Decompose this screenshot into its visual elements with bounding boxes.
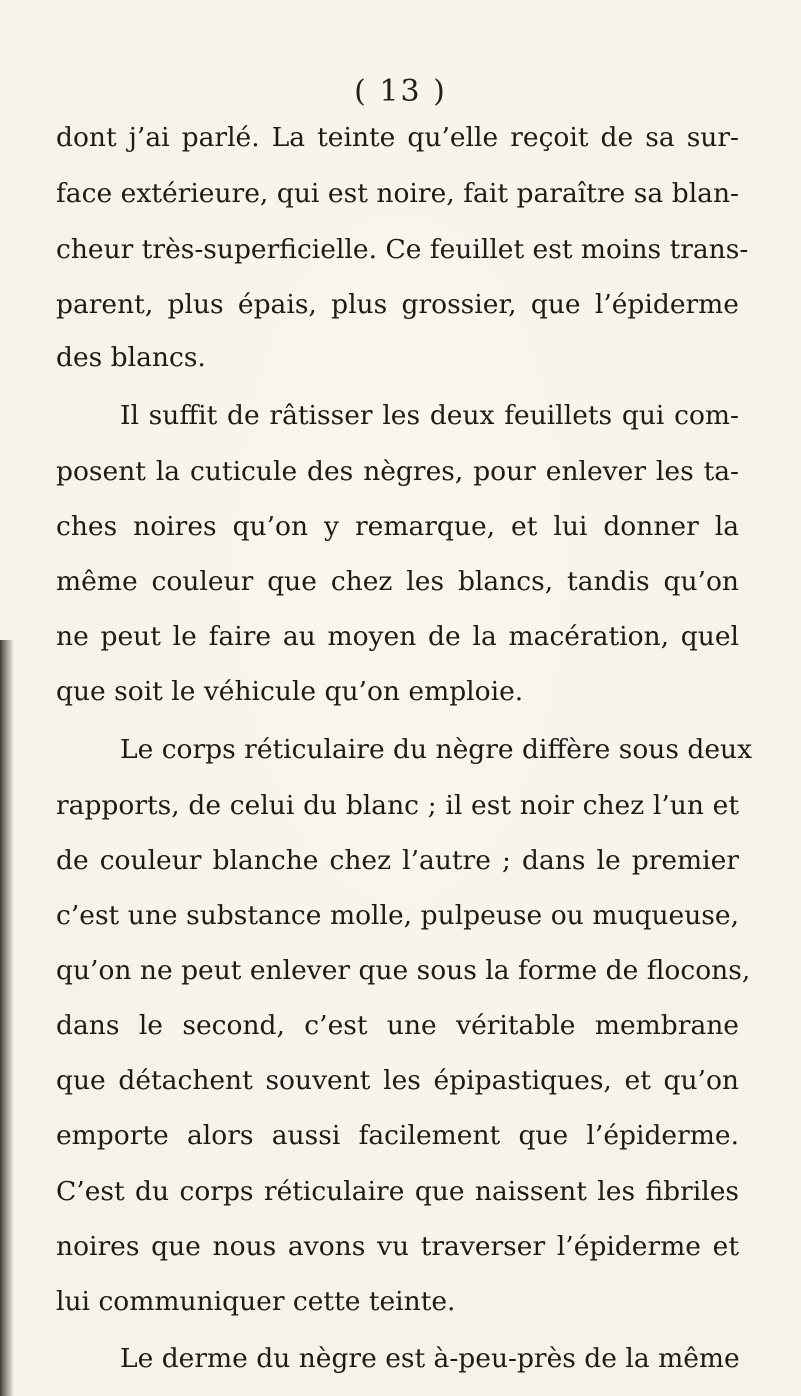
text-line: parent, plus épais, plus grossier, que l’épiderme [56, 289, 739, 320]
text-line: que soit le véhicule qu’on emploie. [56, 676, 524, 707]
text-line: c’est une substance molle, pulpeuse ou muqueuse, [56, 900, 739, 931]
text-line: ches noires qu’on y remarque, et lui donner la [56, 511, 739, 542]
text-line: Le derme du nègre est à-peu-près de la même [120, 1343, 740, 1374]
text-line: qu’on ne peut enlever que sous la forme de flocons, [56, 955, 751, 986]
text-line: C’est du corps réticulaire que naissent les fibriles [56, 1176, 739, 1207]
text-line: des blancs. [56, 342, 206, 373]
text-line: cheur très-superficielle. Ce feuillet est moins trans- [56, 234, 749, 265]
text-line: ne peut le faire au moyen de la macération, quel [56, 621, 739, 652]
text-line: que détachent souvent les épipastiques, et qu’on [56, 1065, 739, 1096]
text-line: Le corps réticulaire du nègre diffère sous deux [120, 734, 753, 765]
text-line: emporte alors aussi facilement que l’épiderme. [56, 1120, 739, 1151]
text-line: même couleur que chez les blancs, tandis qu’on [56, 566, 739, 597]
text-line: noires que nous avons vu traverser l’épiderme et [56, 1231, 739, 1262]
text-line: dont j’ai parlé. La teinte qu’elle reçoit de sa sur- [56, 122, 739, 153]
text-line: de couleur blanche chez l’autre ; dans le premier [56, 845, 739, 876]
page-number: ( 13 ) [354, 74, 447, 109]
text-line: posent la cuticule des nègres, pour enlever les ta- [56, 456, 739, 487]
text-line: dans le second, c’est une véritable membrane [56, 1010, 739, 1041]
text-line: face extérieure, qui est noire, fait paraître sa blan- [56, 178, 739, 209]
text-line: lui communiquer cette teinte. [56, 1286, 456, 1317]
text-line: Il suffit de râtisser les deux feuillets qui com- [120, 400, 739, 431]
text-line: rapports, de celui du blanc ; il est noir chez l’un et [56, 790, 739, 821]
